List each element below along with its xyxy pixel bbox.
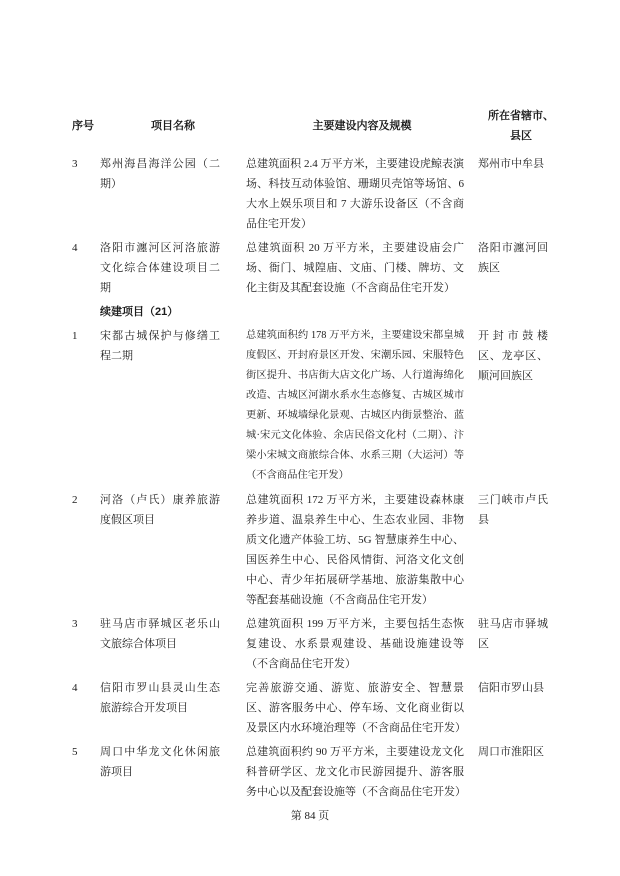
projects-table <box>72 106 564 802</box>
row-index: 4 <box>72 242 78 254</box>
table-row <box>72 238 564 298</box>
table-row <box>72 326 564 486</box>
project-location: 驻马店市驿城区 <box>478 618 548 650</box>
project-location: 开封市鼓楼区、龙亭区、顺河回族区 <box>478 330 548 382</box>
table-row <box>72 490 564 610</box>
table-header-row <box>72 106 564 146</box>
project-content: 完善旅游交通、游览、旅游安全、智慧景区、游客服务中心、停车场、文化商业街以及景区内水环境治理等（不含商品住宅开发） <box>246 682 466 734</box>
table-row <box>72 614 564 674</box>
section-title: 续建项目（21） <box>100 306 179 318</box>
project-location: 三门峡市卢氏县 <box>478 494 548 526</box>
row-index: 4 <box>72 682 78 694</box>
row-index: 3 <box>72 618 78 630</box>
column-header-content: 主要建设内容及规模 <box>312 120 412 132</box>
project-content: 总建筑面积 20 万平方米，主要建设庙会广场、衙门、城隍庙、文庙、门楼、牌坊、文化主街及其配套设施（不含商品住宅开发） <box>246 242 464 294</box>
column-header-project-name: 项目名称 <box>151 120 195 132</box>
project-name: 河洛（卢氏）康养旅游度假区项目 <box>100 494 220 526</box>
project-location: 郑州市中牟县 <box>478 158 544 170</box>
table-row <box>72 678 564 738</box>
row-index: 2 <box>72 494 78 506</box>
project-content: 总建筑面积 2.4 万平方米，主要建设虎鲸表演场、科技互动体验馆、珊瑚贝壳馆等场馆、6 大水上娱乐项目和 7 大游乐设备区（不含商品住宅开发） <box>246 158 464 230</box>
project-location: 洛阳市瀍河回族区 <box>478 242 548 274</box>
table-row <box>72 742 564 802</box>
column-header-location: 所在省辖市、县区 <box>488 110 554 142</box>
row-index: 3 <box>72 158 78 170</box>
project-name: 信阳市罗山县灵山生态旅游综合开发项目 <box>100 682 220 714</box>
page-number: 第 84 页 <box>290 810 330 822</box>
project-content: 总建筑面积 172 万平方米，主要建设森林康养步道、温泉养生中心、生态农业园、非物质文化遗产体验工坊、5G 智慧康养生中心、国医养生中心、民俗风情街、河洛文化文创中心、青少年拓展研学基地、旅游集散中心等配套基础设施（不含商品住宅开发） <box>246 494 464 606</box>
project-location: 周口市淮阳区 <box>478 746 544 758</box>
table-row <box>72 154 564 234</box>
row-index: 1 <box>72 330 78 342</box>
project-name: 郑州海昌海洋公园（二期） <box>100 158 220 190</box>
project-name: 驻马店市驿城区老乐山文旅综合体项目 <box>100 618 220 650</box>
project-name: 洛阳市瀍河区河洛旅游文化综合体建设项目二期 <box>100 242 220 294</box>
project-name: 周口中华龙文化休闲旅游项目 <box>100 746 220 778</box>
project-content: 总建筑面积约 178 万平方米，主要建设宋都皇城度假区、开封府景区开发、宋潮乐园、宋服特色街区提升、书店街大店文化广场、人行道海绵化改造、古城区河湖水系水生态修复、古城区城市更新、环城墙绿化景观、古城区内街景整治、蓝城·宋元文化体验、余店民俗文化村（二期）、汴梁小宋城文商旅综合体、水系三期（大运河）等（不含商品住宅开发） <box>246 330 464 481</box>
column-header-index: 序号 <box>72 120 94 132</box>
project-name: 宋都古城保护与修缮工程二期 <box>100 330 220 362</box>
project-location: 信阳市罗山县 <box>478 682 544 694</box>
project-content: 总建筑面积 199 万平方米，主要包括生态恢复建设、水系景观建设、基础设施建设等（不含商品住宅开发） <box>246 618 464 670</box>
table-body <box>72 154 564 802</box>
row-index: 5 <box>72 746 78 758</box>
project-content: 总建筑面积约 90 万平方米，主要建设龙文化科普研学区、龙文化市民游园提升、游客服务中心以及配套设施等（不含商品住宅开发） <box>246 746 466 798</box>
